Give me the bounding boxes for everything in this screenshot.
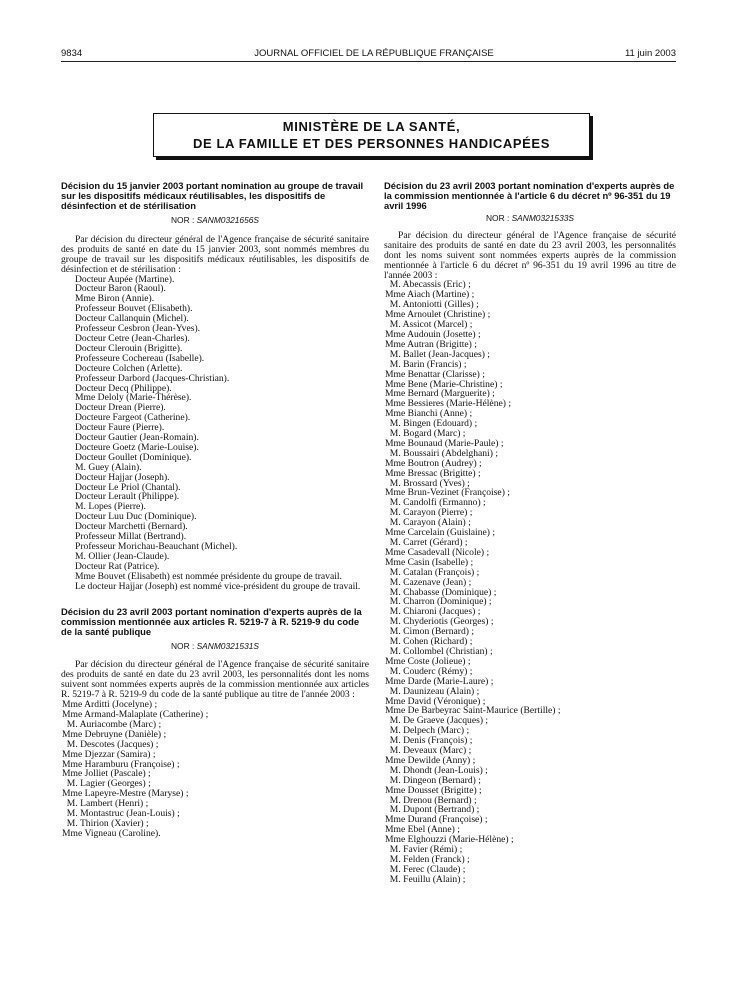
list-item: M. Deveaux (Marc) ; bbox=[385, 745, 472, 757]
list-item: Mme Vigneau (Caroline). bbox=[62, 827, 161, 839]
list-item: Mme Casadevall (Nicole) ; bbox=[385, 546, 490, 558]
ministry-line-1: MINISTÈRE DE LA SANTÉ, bbox=[282, 119, 461, 134]
list-item: Mme Brun-Vezinet (Françoise) ; bbox=[385, 487, 510, 499]
list-item: M. Abecassis (Eric) ; bbox=[385, 279, 471, 291]
list-item: Mme Biron (Annie). bbox=[75, 293, 155, 305]
list-item: Mme Audouin (Josette) ; bbox=[385, 328, 481, 340]
decision-3-title: Décision du 23 avril 2003 portant nomination d'experts auprès de la commission mentionnée à l'article 6 du décret nº 96-351 du 19 avril 1996 bbox=[384, 180, 675, 211]
nor-code: SANM0321656S bbox=[196, 215, 259, 225]
list-item: Professeur Morichau-Beauchant (Michel). bbox=[75, 541, 238, 552]
decision-3-intro: Par décision du directeur général de l'Agence française de sécurité sanitaire des produits de santé en date du 23 avril 2003, les personnalités dont les noms suivent sont nommées experts auprès de la commission mentionnée à l'article 6 du décret nº 96-351 du 19 avril 1996 au titre de l'année 2003 : bbox=[384, 229, 676, 281]
list-item: M. Drenou (Bernard) ; bbox=[385, 794, 477, 806]
nor-code: SANM0321531S bbox=[196, 640, 259, 651]
list-item: Mme Carcelain (Guislaine) ; bbox=[385, 527, 496, 539]
list-item: Docteur Faure (Pierre). bbox=[75, 422, 165, 434]
list-item: M. Montastruc (Jean-Louis) ; bbox=[62, 808, 180, 820]
decision-1-note-president: Mme Bouvet (Elisabeth) est nommée présidente du groupe de travail. bbox=[75, 570, 342, 582]
list-item: M. Chabasse (Dominique) ; bbox=[385, 586, 497, 598]
list-item: M. Carayon (Alain) ; bbox=[385, 517, 471, 529]
list-item: M. De Graeve (Jacques) ; bbox=[385, 715, 489, 727]
list-item: Mme Autran (Brigitte) ; bbox=[385, 338, 477, 350]
list-item: Docteur Drean (Pierre). bbox=[75, 402, 166, 414]
list-item: Docteur Gautier (Jean-Romain). bbox=[75, 432, 199, 444]
list-item: Professeur Bouvet (Elisabeth). bbox=[75, 303, 193, 315]
list-item: M. Carret (Gérard) ; bbox=[385, 537, 468, 548]
left-column bbox=[61, 181, 369, 839]
header-rule bbox=[61, 61, 676, 62]
list-item: M. Ballet (Jean-Jacques) ; bbox=[385, 348, 490, 360]
decision-1-title: Décision du 15 janvier 2003 portant nomination au groupe de travail sur les dispositifs médicaux réutilisables, les dispositifs de désinfection et de stérilisation bbox=[61, 180, 364, 211]
list-item: Mme Bernard (Marguerite) ; bbox=[385, 388, 495, 400]
list-item: Mme Haramburu (Françoise) ; bbox=[62, 758, 180, 770]
right-column bbox=[384, 181, 676, 885]
list-item: M. Cohen (Richard) ; bbox=[385, 636, 473, 648]
list-item: Docteur Marchetti (Bernard). bbox=[75, 521, 188, 533]
list-item: M. Ferec (Claude) ; bbox=[385, 863, 466, 875]
list-item: Mme Durand (Françoise) ; bbox=[385, 814, 488, 826]
list-item: M. Delpech (Marc) ; bbox=[385, 725, 470, 737]
list-item: Professeure Cochereau (Isabelle). bbox=[75, 352, 205, 364]
list-item: Mme Elghouzzi (Marie-Hélène) ; bbox=[385, 834, 514, 846]
list-item: Mme Dewilde (Anny) ; bbox=[385, 754, 476, 766]
list-item: Mme Bene (Marie-Christine) ; bbox=[385, 378, 503, 390]
list-item: Mme Jolliet (Pascale) ; bbox=[62, 768, 151, 780]
list-item: M. Catalan (François) ; bbox=[385, 566, 480, 578]
list-item: M. Bogard (Marc) ; bbox=[385, 428, 466, 440]
list-item: Docteur Decq (Philippe). bbox=[75, 382, 172, 394]
list-item: Mme Coste (Jolieue) ; bbox=[385, 655, 471, 667]
list-item: M. Couderc (Rémy) ; bbox=[385, 665, 473, 677]
decision-3-nor bbox=[384, 214, 676, 224]
list-item: Docteur Clerouin (Brigitte). bbox=[75, 342, 183, 354]
list-item: Docteure Goetz (Marie-Louise). bbox=[75, 441, 199, 453]
decision-1-note-vice-president: Le docteur Hajjar (Joseph) est nommé vice-président du groupe de travail. bbox=[75, 580, 361, 592]
list-item: M. Assicot (Marcel) ; bbox=[385, 319, 473, 331]
page-number: 9834 bbox=[61, 48, 83, 59]
list-item: Mme Ebel (Anne) ; bbox=[385, 824, 460, 836]
list-item: Mme Debruyne (Danièle) ; bbox=[62, 728, 167, 740]
list-item: M. Favier (Rémi) ; bbox=[385, 844, 463, 856]
list-item: M. Dingeon (Bernard) ; bbox=[385, 774, 481, 786]
ministry-line-2: DE LA FAMILLE ET DES PERSONNES HANDICAPÉES bbox=[193, 136, 550, 151]
list-item: M. Dhondt (Jean-Louis) ; bbox=[385, 764, 488, 776]
list-item: M. Ollier (Jean-Claude). bbox=[75, 550, 170, 562]
nor-label: NOR : bbox=[171, 215, 195, 225]
list-item: Docteur Hajjar (Joseph). bbox=[75, 471, 170, 483]
list-item: Mme Darde (Marie-Laure) ; bbox=[385, 675, 494, 687]
list-item: Mme Bounaud (Marie-Paule) ; bbox=[385, 437, 504, 449]
list-item: M. Antoniotti (Gilles) ; bbox=[385, 299, 479, 311]
list-item: M. Descotes (Jacques) ; bbox=[62, 738, 159, 750]
list-item: Docteur Baron (Raoul). bbox=[75, 283, 166, 295]
list-item: M. Lagier (Georges) ; bbox=[62, 778, 151, 790]
list-item: Mme Boutron (Audrey) ; bbox=[385, 457, 482, 469]
list-item: Mme Lapeyre-Mestre (Maryse) ; bbox=[62, 788, 189, 800]
list-item: M. Collombel (Christian) ; bbox=[385, 645, 493, 657]
issue-date: 11 juin 2003 bbox=[624, 48, 676, 59]
list-item: Mme Benattar (Clarisse) ; bbox=[385, 368, 485, 380]
list-item: Docteur Le Priol (Chantal). bbox=[75, 481, 181, 493]
list-item: Professeur Cesbron (Jean-Yves). bbox=[75, 323, 201, 335]
nor-label: NOR : bbox=[486, 213, 510, 223]
nor-label: NOR : bbox=[171, 640, 195, 651]
journal-title: JOURNAL OFFICIEL DE LA RÉPUBLIQUE FRANÇAISE bbox=[254, 48, 494, 59]
list-item: M. Felden (Franck) ; bbox=[385, 854, 470, 865]
list-item: Mme Arditti (Jocelyne) ; bbox=[62, 699, 158, 711]
list-item: M. Feuillu (Alain) ; bbox=[385, 873, 466, 885]
list-item: Mme Bressac (Brigitte) ; bbox=[385, 467, 481, 479]
list-item: M. Guey (Alain). bbox=[75, 461, 142, 473]
list-item: M. Lopes (Pierre). bbox=[75, 501, 146, 513]
list-item: Docteure Fargeot (Catherine). bbox=[75, 412, 191, 424]
list-item: Professeur Millat (Bertrand). bbox=[75, 531, 187, 543]
list-item: M. Carayon (Pierre) ; bbox=[385, 507, 473, 519]
list-item: M. Cimon (Bernard) ; bbox=[385, 626, 474, 638]
list-item: Docteur Aupée (Martine). bbox=[75, 273, 175, 285]
decision-2-nor bbox=[61, 642, 369, 652]
list-item: M. Dupont (Bertrand) ; bbox=[385, 804, 480, 816]
nor-code: SANM0321533S bbox=[511, 213, 574, 223]
list-item: Mme Arnoulet (Christine) ; bbox=[385, 309, 491, 321]
list-item: M. Thirion (Xavier) ; bbox=[62, 817, 149, 829]
decision-2-intro: Par décision du directeur général de l'Agence française de sécurité sanitaire des produits de santé en date du 23 avril 2003, les personnalités dont les noms suivent sont nommées experts auprès de la commission mentionnée aux articles R. 5219-7 à R. 5219-9 du code de la santé publique au titre de l'année 2003 : bbox=[61, 659, 369, 701]
list-item: M. Bingen (Edouard) ; bbox=[385, 418, 478, 430]
list-item: Professeur Darbord (Jacques-Christian). bbox=[75, 372, 230, 384]
list-item: M. Lambert (Henri) ; bbox=[62, 798, 149, 810]
list-item: Mme Armand-Malaplate (Catherine) ; bbox=[62, 708, 209, 720]
list-item: M. Boussairi (Abdelghani) ; bbox=[385, 447, 498, 459]
decision-1-nor bbox=[61, 216, 369, 226]
list-item: Mme David (Véronique) ; bbox=[385, 695, 486, 707]
list-item: Docteur Lerault (Philippe). bbox=[75, 491, 180, 503]
list-item: M. Barin (Francis) ; bbox=[385, 358, 467, 370]
ministry-heading-box bbox=[153, 113, 590, 157]
list-item: Mme Dousset (Brigitte) ; bbox=[385, 784, 482, 796]
list-item: Docteur Goullet (Dominique). bbox=[75, 451, 192, 463]
list-item: Mme Aiach (Martine) ; bbox=[385, 289, 475, 301]
list-item: Mme Bianchi (Anne) ; bbox=[385, 408, 473, 420]
decision-1-intro: Par décision du directeur général de l'Agence française de sécurité sanitaire des produits de santé en date du 15 janvier 2003, sont nommés membres du groupe de travail sur les dispositifs médicaux réutilisables, les dispositifs de désinfection et de stérilisation : bbox=[61, 233, 369, 275]
experts-list-3 bbox=[384, 280, 676, 884]
list-item: Mme Casin (Isabelle) ; bbox=[385, 556, 474, 568]
list-item: Mme De Barbeyrac Saint-Maurice (Bertille) ; bbox=[385, 705, 561, 717]
list-item: M. Auriacombe (Marc) ; bbox=[62, 718, 162, 730]
list-item: M. Chyderiotis (Georges) ; bbox=[385, 616, 494, 628]
members-list bbox=[61, 275, 369, 572]
list-item: Docteur Cetre (Jean-Charles). bbox=[75, 332, 190, 344]
decision-2-title: Décision du 23 avril 2003 portant nomination d'experts auprès de la commission mentionnée aux articles R. 5219-7 à R. 5219-9 du code de la santé publique bbox=[61, 605, 362, 637]
list-item: M. Cazenave (Jean) ; bbox=[385, 576, 472, 588]
page-header bbox=[0, 48, 748, 62]
list-item: Mme Deloly (Marie-Thérèse). bbox=[75, 392, 192, 404]
list-item: M. Brossard (Yves) ; bbox=[385, 477, 470, 489]
list-item: Mme Djezzar (Samira) ; bbox=[62, 748, 156, 760]
list-item: M. Charron (Dominique) ; bbox=[385, 596, 492, 608]
list-item: M. Daunizeau (Alain) ; bbox=[385, 685, 480, 697]
list-item: Docteure Colchen (Arlette). bbox=[75, 362, 183, 374]
list-item: M. Candolfi (Ermanno) ; bbox=[385, 497, 486, 509]
list-item: M. Denis (François) ; bbox=[385, 735, 473, 747]
experts-list-2 bbox=[61, 700, 369, 839]
list-item: M. Chiaroni (Jacques) ; bbox=[385, 606, 481, 618]
list-item: Docteur Rat (Patrice). bbox=[75, 560, 160, 572]
list-item: Mme Bessieres (Marie-Hélène) ; bbox=[385, 398, 512, 410]
list-item: Docteur Luu Duc (Dominique). bbox=[75, 511, 197, 523]
list-item: Docteur Callanquin (Michel). bbox=[75, 313, 189, 325]
